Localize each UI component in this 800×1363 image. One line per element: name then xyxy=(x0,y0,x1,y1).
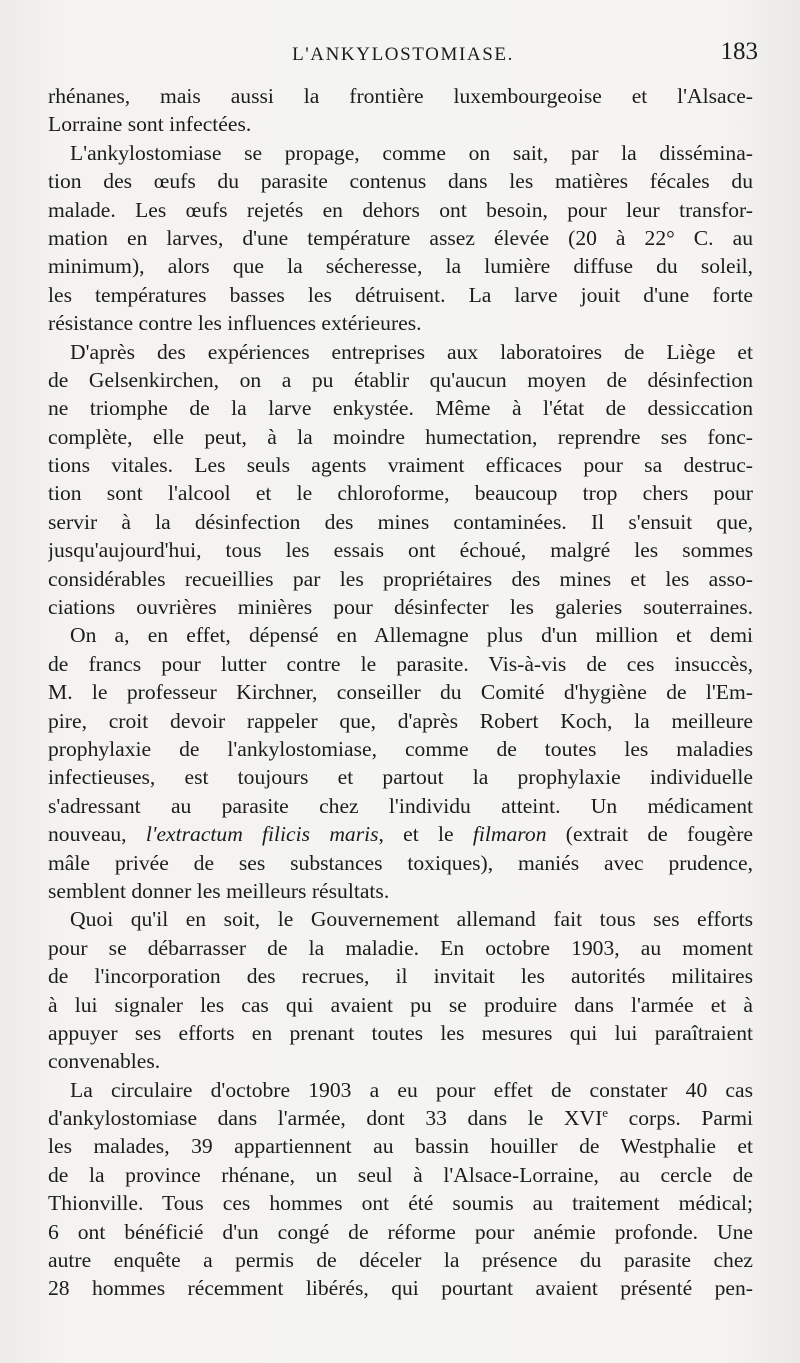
text-line: de Gelsenkirchen, on a pu établir qu'aucun moyen de désinfection xyxy=(48,367,753,392)
text-line: ne triomphe de la larve enkystée. Même à l'état de dessiccation xyxy=(48,396,753,421)
text-line: D'après des expériences entreprises aux laboratoires de Liège et xyxy=(70,339,753,364)
text-run: nouveau, xyxy=(48,822,146,847)
text-line: les malades, 39 appartiennent au bassin houiller de Westphalie et xyxy=(48,1134,753,1159)
text-line: tion des œufs du parasite contenus dans les matières fécales du xyxy=(48,169,753,194)
text-line: pour se débarrasser de la maladie. En octobre 1903, au moment xyxy=(48,935,753,960)
text-line: mâle privée de ses substances toxiques), maniés avec prudence, xyxy=(48,850,753,875)
running-head xyxy=(48,38,758,78)
text-line: de la province rhénane, un seul à l'Alsace-Lorraine, au cercle de xyxy=(48,1162,753,1187)
text-line: appuyer ses efforts en prenant toutes les mesures qui lui paraîtraient xyxy=(48,1020,753,1045)
text-line: complète, elle peut, à la moindre humectation, reprendre ses fonc- xyxy=(48,424,753,449)
text-line: s'adressant au parasite chez l'individu atteint. Un médicament xyxy=(48,793,753,818)
text-line: de francs pour lutter contre le parasite. Vis-à-vis de ces insuccès, xyxy=(48,651,753,676)
text-line: La circulaire d'octobre 1903 a eu pour effet de constater 40 cas xyxy=(70,1077,753,1102)
text-line: minimum), alors que la sécheresse, la lumière diffuse du soleil, xyxy=(48,254,753,279)
text-line: mation en larves, d'une température assez élevée (20 à 22° C. au xyxy=(48,225,753,250)
text-line: infectieuses, est toujours et partout la prophylaxie individuelle xyxy=(48,765,753,790)
text-run: corps. Parmi xyxy=(608,1106,753,1131)
text-line: considérables recueillies par les propriétaires des mines et les asso- xyxy=(48,566,753,591)
text-line: convenables. xyxy=(48,1049,161,1074)
text-line: de l'incorporation des recrues, il invitait les autorités militaires xyxy=(48,964,753,989)
text-line-with-italics xyxy=(48,820,753,848)
text-line: tion sont l'alcool et le chloroforme, beaucoup trop chers pour xyxy=(48,481,753,506)
text-line: servir à la désinfection des mines contaminées. Il s'ensuit que, xyxy=(48,509,753,534)
text-line: pire, croit devoir rappeler que, d'après Robert Koch, la meilleure xyxy=(48,708,753,733)
text-line: L'ankylostomiase se propage, comme on sait, par la dissémina- xyxy=(70,140,753,165)
text-line: jusqu'aujourd'hui, tous les essais ont échoué, malgré les sommes xyxy=(48,538,753,563)
running-title: L'ANKYLOSTOMIASE. xyxy=(292,44,514,65)
superscript: e xyxy=(602,1104,609,1120)
text-line: Thionville. Tous ces hommes ont été soumis au traitement médical; xyxy=(48,1191,753,1216)
body-text xyxy=(48,82,753,1303)
text-line: autre enquête a permis de déceler la présence du parasite chez xyxy=(48,1248,753,1273)
text-run: (extrait de fougère xyxy=(546,822,753,847)
text-line: résistance contre les influences extérieures. xyxy=(48,311,422,336)
text-line: M. le professeur Kirchner, conseiller du Comité d'hygiène de l'Em- xyxy=(48,680,753,705)
text-line: 6 ont bénéficié d'un congé de réforme pour anémie profonde. Une xyxy=(48,1219,753,1244)
italic-term: filmaron xyxy=(472,822,547,847)
text-line: semblent donner les meilleurs résultats. xyxy=(48,878,390,903)
text-run: , et le xyxy=(378,822,473,847)
text-line: tions vitales. Les seuls agents vraiment efficaces pour sa destruc- xyxy=(48,453,753,478)
text-line: les températures basses les détruisent. La larve jouit d'une forte xyxy=(48,282,753,307)
text-line: prophylaxie de l'ankylostomiase, comme de toutes les maladies xyxy=(48,736,753,761)
text-line: malade. Les œufs rejetés en dehors ont besoin, pour leur transfor- xyxy=(48,197,753,222)
text-line: rhénanes, mais aussi la frontière luxembourgeoise et l'Alsace- xyxy=(48,84,753,108)
text-line: Lorraine sont infectées. xyxy=(48,112,252,137)
page-number: 183 xyxy=(720,38,758,65)
text-line: Quoi qu'il en soit, le Gouvernement allemand fait tous ses efforts xyxy=(70,907,753,932)
text-line: 28 hommes récemment libérés, qui pourtant avaient présenté pen- xyxy=(48,1276,753,1301)
text-line: On a, en effet, dépensé en Allemagne plus d'un million et demi xyxy=(70,623,753,648)
text-line: à lui signaler les cas qui avaient pu se produire dans l'armée et à xyxy=(48,992,753,1017)
italic-term: l'extractum filicis maris xyxy=(145,822,379,847)
text-run: d'ankylostomiase dans l'armée, dont 33 dans le XVI xyxy=(48,1106,603,1131)
text-line-with-superscript xyxy=(48,1104,753,1132)
text-line: ciations ouvrières minières pour désinfecter les galeries souterraines. xyxy=(48,595,753,620)
